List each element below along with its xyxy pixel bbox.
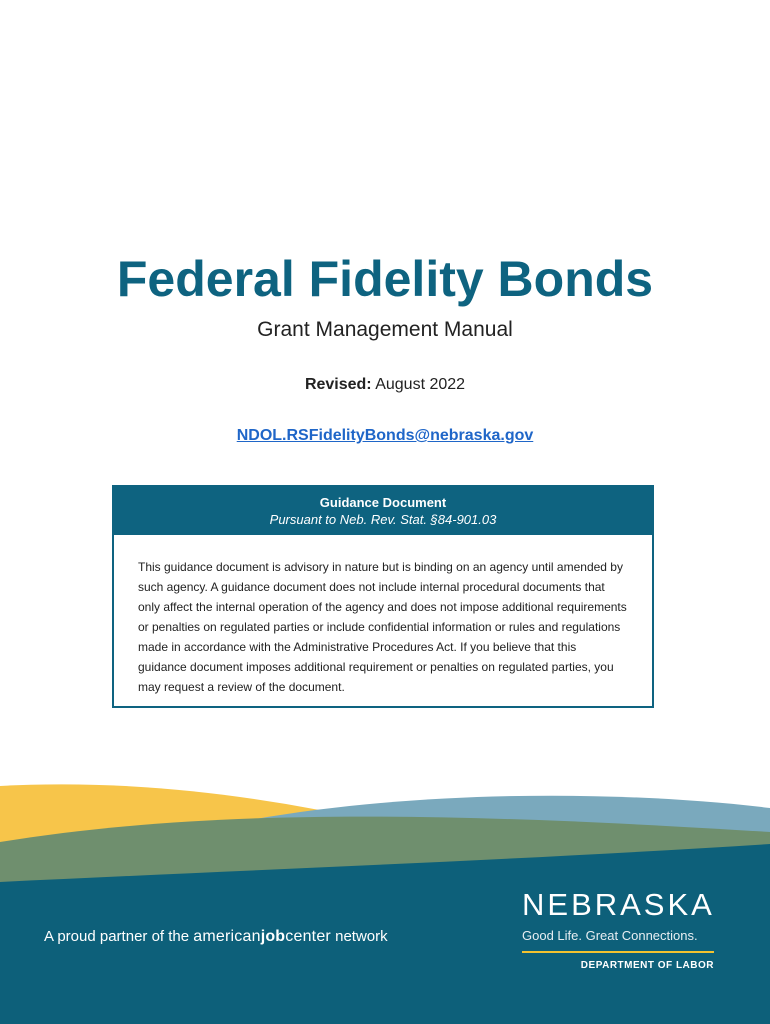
nebraska-dol-logo [522, 888, 722, 971]
logo-divider [522, 951, 714, 953]
document-title: Federal Fidelity Bonds [116, 251, 654, 307]
guidance-body: This guidance document is advisory in nature but is binding on an agency until amended by such agency. A guidance document does not include internal procedural documents that only affect the internal operation of the agency and does not impose additional requirements or penalties on regulated parties or include confidential information or rules and regulations made in accordance with the Administrative Procedures Act. If you believe that this guidance document imposes additional requirement or penalties on regulated parties, you may request a review of the document. [138, 560, 627, 694]
revised-line [0, 376, 770, 394]
logo-tagline: Good Life. Great Connections. [522, 928, 698, 943]
guidance-box [112, 485, 654, 708]
revised-label: Revised: [304, 376, 372, 393]
guidance-statute: Pursuant to Neb. Rev. Stat. §84-901.03 [269, 512, 497, 527]
partner-prefix: A proud partner of the [44, 928, 194, 945]
revised-date: August 2022 [375, 376, 466, 393]
american-job-center-logo: americanjobcenter [193, 928, 331, 945]
contact-email [0, 427, 770, 445]
logo-department: DEPARTMENT OF LABOR [580, 960, 714, 971]
guidance-header [114, 487, 652, 535]
logo-word: NEBRASKA [522, 887, 715, 922]
email-link[interactable]: NDOL.RSFidelityBonds@nebraska.gov [236, 427, 534, 444]
partner-suffix: network [330, 928, 388, 945]
document-subtitle: Grant Management Manual [257, 318, 513, 341]
guidance-heading: Guidance Document [319, 495, 447, 510]
partner-statement [44, 928, 388, 946]
